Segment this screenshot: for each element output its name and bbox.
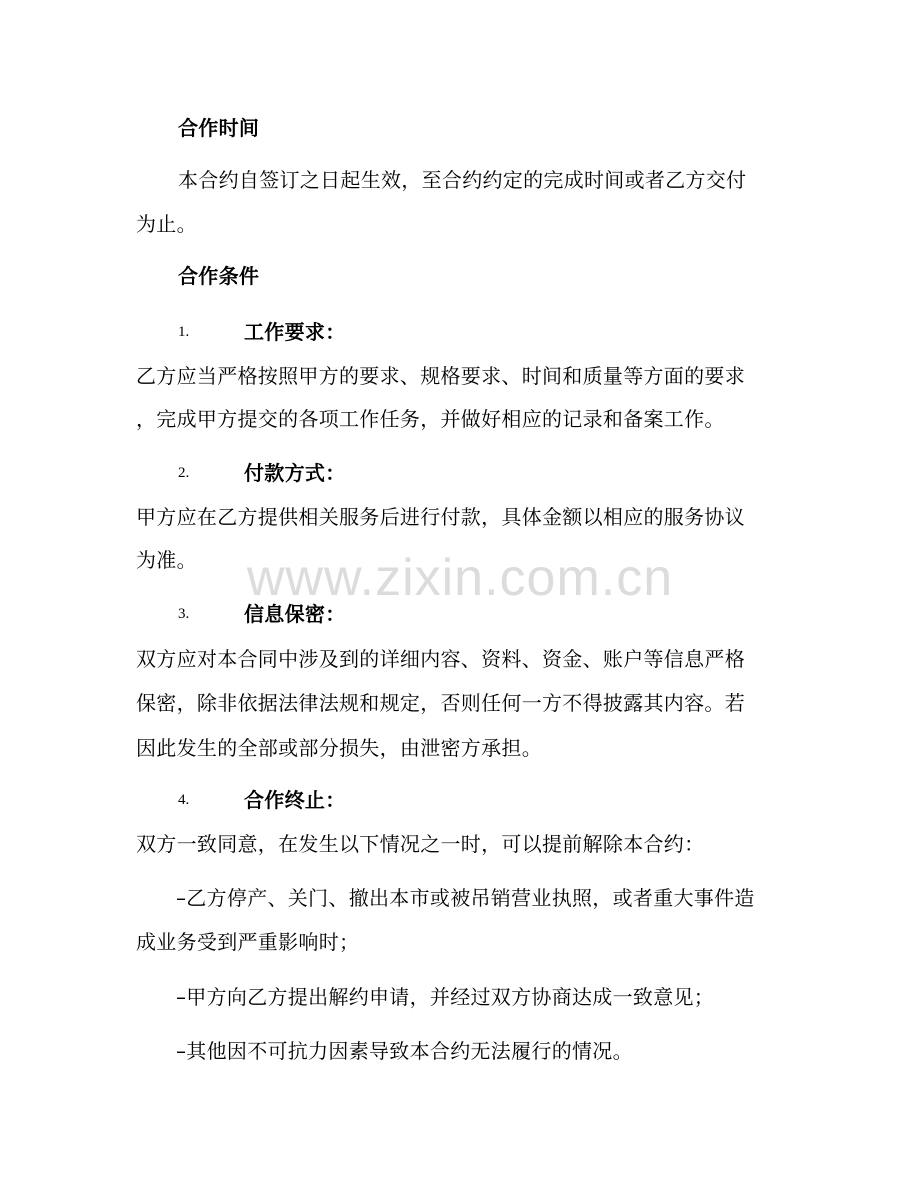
paragraph-line: 为止。 — [136, 212, 197, 236]
paragraph-line: 双方一致同意，在发生以下情况之一时，可以提前解除本合约： — [136, 832, 705, 856]
paragraph-line: 因此发生的全部或部分损失，由泄密方承担。 — [136, 736, 542, 760]
paragraph-line: 甲方应在乙方提供相关服务后进行付款，具体金额以相应的服务协议 — [136, 505, 745, 529]
item-number: 4. — [178, 792, 190, 808]
watermark-text: www.zixin.com.cn — [246, 549, 674, 607]
item-number: 2. — [178, 465, 190, 481]
item-title-confidentiality: 信息保密： — [244, 602, 346, 626]
paragraph-line: 为准。 — [136, 548, 197, 572]
item-title-payment-method: 付款方式： — [244, 461, 346, 485]
termination-case-line: –其他因不可抗力因素导致本合约无法履行的情况。 — [176, 1039, 633, 1063]
item-number: 1. — [178, 324, 190, 340]
paragraph-line: 保密，除非依据法律法规和规定，否则任何一方不得披露其内容。若 — [136, 691, 745, 715]
section-heading-cooperation-conditions: 合作条件 — [178, 264, 260, 288]
paragraph-line: ，完成甲方提交的各项工作任务，并做好相应的记录和备案工作。 — [136, 407, 725, 431]
paragraph-line: 本合约自签订之日起生效，至合约约定的完成时间或者乙方交付 — [178, 168, 747, 192]
paragraph-line: 乙方应当严格按照甲方的要求、规格要求、时间和质量等方面的要求 — [136, 364, 745, 388]
termination-case-line: –乙方停产、关门、撤出本市或被吊销营业执照，或者重大事件造 — [176, 886, 755, 910]
section-heading-cooperation-time: 合作时间 — [178, 116, 260, 140]
item-title-work-requirements: 工作要求： — [244, 320, 346, 344]
termination-case-line: 成业务受到严重影响时； — [136, 930, 360, 954]
item-number: 3. — [178, 606, 190, 622]
termination-case-line: –甲方向乙方提出解约申请，并经过双方协商达成一致意见； — [176, 985, 715, 1009]
item-title-termination: 合作终止： — [244, 788, 346, 812]
paragraph-line: 双方应对本合同中涉及到的详细内容、资料、资金、账户等信息严格 — [136, 647, 745, 671]
